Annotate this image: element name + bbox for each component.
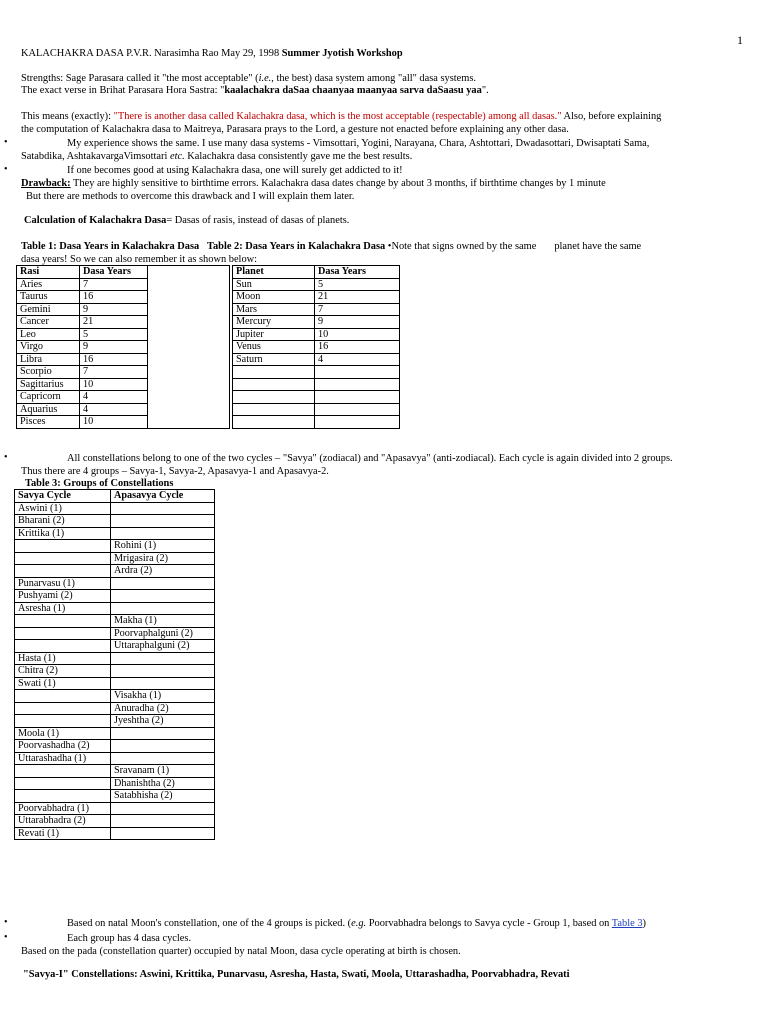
experience-line-1: My experience shows the same. I use many dasa systems - Vimsottari, Yogini, Narayana, Chara, Ashtottari, Dwadasottari, Dwisaptati Sama, xyxy=(67,138,650,149)
table-titles-line xyxy=(21,240,641,253)
table1-title: Table 1: Dasa Years in Kalachakra Dasa xyxy=(21,241,200,252)
table-row xyxy=(15,690,215,703)
addicted-line: If one becomes good at using Kalachakra dasa, one will surely get addicted to it! xyxy=(67,165,403,176)
rasi-cell: Libra xyxy=(17,353,80,366)
table-row xyxy=(233,353,400,366)
rasi-cell: Aries xyxy=(17,278,80,291)
dasa-years-cell: 4 xyxy=(80,391,148,404)
verse-end: ". xyxy=(481,85,489,96)
dasa-years-cell: 16 xyxy=(80,353,148,366)
savya-cell: Aswini (1) xyxy=(15,502,111,515)
etc-abbrev: etc. xyxy=(169,151,185,162)
table3-link[interactable]: Table 3 xyxy=(611,918,643,929)
dasa-years-header: Dasa Years xyxy=(315,266,400,279)
planet-header: Planet xyxy=(233,266,315,279)
apasavya-cell xyxy=(111,752,215,765)
planet-cell xyxy=(233,391,315,404)
table-row xyxy=(15,590,215,603)
apasavya-cell: Makha (1) xyxy=(111,615,215,628)
table-row xyxy=(15,752,215,765)
savya-cell xyxy=(15,690,111,703)
rasi-cell: Capricorn xyxy=(17,391,80,404)
bottom-bullet-1 xyxy=(67,917,646,930)
savya-cell xyxy=(15,552,111,565)
strengths-text-a: Strengths: Sage Parasara called it "the most acceptable" ( xyxy=(21,73,259,84)
table-header-row xyxy=(17,266,230,279)
table-row xyxy=(233,378,400,391)
table-row xyxy=(233,316,400,329)
table-row xyxy=(15,702,215,715)
savya-constellations: "Savya-I" Constellations: Aswini, Krittika, Punarvasu, Asresha, Hasta, Swati, Moola, Uttarashadha, Poorvabhadra, Revati xyxy=(23,969,570,980)
table-row xyxy=(15,665,215,678)
dasa-years-cell xyxy=(315,378,400,391)
apasavya-cell: Visakha (1) xyxy=(111,690,215,703)
apasavya-cell: Ardra (2) xyxy=(111,565,215,578)
dasa-years-cell: 10 xyxy=(315,328,400,341)
bullet-2: • xyxy=(4,164,8,175)
savya-cell: Revati (1) xyxy=(15,827,111,840)
savya-cell: Asresha (1) xyxy=(15,602,111,615)
table-row xyxy=(15,677,215,690)
apasavya-cell xyxy=(111,665,215,678)
table-row xyxy=(233,328,400,341)
apasavya-header: Apasavya Cycle xyxy=(111,490,215,503)
savya-cell xyxy=(15,777,111,790)
dasa-years-header: Dasa Years xyxy=(80,266,148,279)
calculation-heading xyxy=(24,214,349,227)
table-1-rasi xyxy=(16,265,230,429)
meaning-line-1 xyxy=(21,110,661,123)
strengths-text-b: , the best) dasa system among "all" dasa systems. xyxy=(271,73,476,84)
savya-cell xyxy=(15,640,111,653)
document-title xyxy=(21,47,403,60)
dasa-years-cell: 16 xyxy=(315,341,400,354)
bullet-5: • xyxy=(4,932,8,943)
apasavya-cell: Poorvaphalguni (2) xyxy=(111,627,215,640)
moon-text-c: ) xyxy=(642,918,646,929)
apasavya-cell xyxy=(111,740,215,753)
table2-title: Table 2: Dasa Years in Kalachakra Dasa xyxy=(207,241,386,252)
table-header-row xyxy=(15,490,215,503)
savya-cell xyxy=(15,715,111,728)
dasa-years-cell: 4 xyxy=(80,403,148,416)
rasi-cell: Leo xyxy=(17,328,80,341)
dasa-years-cell xyxy=(315,416,400,429)
planet-cell: Saturn xyxy=(233,353,315,366)
apasavya-cell xyxy=(111,502,215,515)
table-row xyxy=(15,527,215,540)
apasavya-cell xyxy=(111,677,215,690)
planet-cell: Venus xyxy=(233,341,315,354)
dasa-years-cell: 21 xyxy=(315,291,400,304)
moon-text-a: Based on natal Moon's constellation, one of the 4 groups is picked. ( xyxy=(67,918,352,929)
savya-cell xyxy=(15,615,111,628)
calculation-rest: = Dasas of rasis, instead of dasas of planets. xyxy=(166,215,350,226)
title-text: KALACHAKRA DASA P.V.R. Narasimha Rao May 29, 1998 xyxy=(21,48,282,59)
calculation-bold: Calculation of Kalachakra Dasa xyxy=(24,215,167,226)
savya-cell: Pushyami (2) xyxy=(15,590,111,603)
table-note-b: planet have the same xyxy=(554,241,642,252)
table-row xyxy=(15,802,215,815)
drawback-text: They are highly sensitive to birthtime errors. Kalachakra dasa dates change by about 3 months, if birthtime changes by 1 minute xyxy=(70,178,606,189)
dasa-years-cell: 5 xyxy=(80,328,148,341)
table-row xyxy=(15,577,215,590)
table-row xyxy=(233,303,400,316)
meaning-intro: This means (exactly): xyxy=(21,111,114,122)
table-row xyxy=(15,602,215,615)
table-row xyxy=(233,391,400,404)
eg-abbrev: e.g. xyxy=(351,918,367,929)
planet-cell: Mercury xyxy=(233,316,315,329)
rasi-cell: Taurus xyxy=(17,291,80,304)
savya-cell xyxy=(15,627,111,640)
savya-cell xyxy=(15,765,111,778)
table-row xyxy=(15,515,215,528)
table-note: •Note that signs owned by the same xyxy=(385,241,537,252)
dasa-years-cell xyxy=(315,403,400,416)
apasavya-cell xyxy=(111,515,215,528)
table-3-constellations xyxy=(14,489,215,840)
dasa-years-cell xyxy=(315,366,400,379)
apasavya-cell xyxy=(111,815,215,828)
table-row xyxy=(233,341,400,354)
dasa-years-cell: 10 xyxy=(80,378,148,391)
rasi-cell: Aquarius xyxy=(17,403,80,416)
apasavya-cell: Rohini (1) xyxy=(111,540,215,553)
apasavya-cell: Dhanishtha (2) xyxy=(111,777,215,790)
apasavya-cell: Jyeshtha (2) xyxy=(111,715,215,728)
apasavya-cell xyxy=(111,652,215,665)
dasa-years-cell xyxy=(315,391,400,404)
savya-cell xyxy=(15,540,111,553)
apasavya-cell: Mrigasira (2) xyxy=(111,552,215,565)
planet-cell: Mars xyxy=(233,303,315,316)
dasa-years-cell: 9 xyxy=(80,341,148,354)
apasavya-cell: Anuradha (2) xyxy=(111,702,215,715)
table-row xyxy=(15,640,215,653)
bullet-4: • xyxy=(4,917,8,928)
spacer-cell xyxy=(148,266,230,429)
apasavya-cell xyxy=(111,827,215,840)
table-row xyxy=(15,777,215,790)
rasi-cell: Cancer xyxy=(17,316,80,329)
savya-cell xyxy=(15,702,111,715)
dasa-years-cell: 21 xyxy=(80,316,148,329)
savya-cell: Hasta (1) xyxy=(15,652,111,665)
apasavya-cell xyxy=(111,527,215,540)
table-row xyxy=(15,827,215,840)
bullet-3: • xyxy=(4,452,8,463)
dasa-years-cell: 9 xyxy=(80,303,148,316)
savya-cell: Punarvasu (1) xyxy=(15,577,111,590)
savya-cell: Moola (1) xyxy=(15,727,111,740)
dasa-years-cell: 16 xyxy=(80,291,148,304)
savya-cell: Chitra (2) xyxy=(15,665,111,678)
table-note-line-2: dasa years! So we can also remember it as shown below: xyxy=(21,254,258,265)
table-row xyxy=(15,552,215,565)
rasi-cell: Scorpio xyxy=(17,366,80,379)
planet-cell xyxy=(233,366,315,379)
rasi-cell: Gemini xyxy=(17,303,80,316)
table-2-planet xyxy=(232,265,400,429)
dasa-years-cell: 10 xyxy=(80,416,148,429)
apasavya-cell: Satabhisha (2) xyxy=(111,790,215,803)
savya-header: Savya Cycle xyxy=(15,490,111,503)
workshop-name: Summer Jyotish Workshop xyxy=(281,48,403,59)
dasa-years-cell: 4 xyxy=(315,353,400,366)
ie-abbrev: i.e. xyxy=(258,73,272,84)
table-row xyxy=(233,416,400,429)
apasavya-cell xyxy=(111,590,215,603)
strengths-line-2 xyxy=(21,84,489,97)
dasa-years-cell: 7 xyxy=(315,303,400,316)
experience-text-a: Satabdika, AshtakavargaVimsottari xyxy=(21,151,170,162)
apasavya-cell xyxy=(111,602,215,615)
table-row xyxy=(15,615,215,628)
savya-cell: Krittika (1) xyxy=(15,527,111,540)
planet-cell xyxy=(233,403,315,416)
rasi-cell: Sagittarius xyxy=(17,378,80,391)
table-row xyxy=(233,403,400,416)
page-number: 1 xyxy=(737,33,743,47)
dasa-years-cell: 7 xyxy=(80,278,148,291)
rasi-header: Rasi xyxy=(17,266,80,279)
savya-cell: Swati (1) xyxy=(15,677,111,690)
meaning-quote: "There is another dasa called Kalachakra dasa, which is the most acceptable (respectable) among all dasas." xyxy=(113,111,562,122)
meaning-cont: Also, before explaining xyxy=(561,111,662,122)
apasavya-cell xyxy=(111,727,215,740)
table-row xyxy=(233,278,400,291)
experience-text-b: Kalachakra dasa consistently gave me the best results. xyxy=(184,151,413,162)
planet-cell: Sun xyxy=(233,278,315,291)
verse-intro: The exact verse in Brihat Parasara Hora Sastra: " xyxy=(21,85,225,96)
table3-title: Table 3: Groups of Constellations xyxy=(25,478,174,489)
savya-cell xyxy=(15,790,111,803)
drawback-line-1 xyxy=(21,177,606,190)
drawback-label: Drawback: xyxy=(21,178,71,189)
table-row xyxy=(15,715,215,728)
table-row xyxy=(15,740,215,753)
table-header-row xyxy=(233,266,400,279)
table-row xyxy=(233,366,400,379)
table-row xyxy=(15,727,215,740)
meaning-line-2: the computation of Kalachakra dasa to Maitreya, Parasara prays to the Lord, a gesture not enacted before explaining any other dasa. xyxy=(21,124,569,135)
constellations-line-2: Thus there are 4 groups – Savya-1, Savya-2, Apasavya-1 and Apasavya-2. xyxy=(21,466,329,477)
table-row xyxy=(15,565,215,578)
table-row xyxy=(15,652,215,665)
apasavya-cell: Sravanam (1) xyxy=(111,765,215,778)
constellations-line-1: All constellations belong to one of the two cycles – "Savya" (zodiacal) and "Apasavya" (anti-zodiacal). Each cycle is again divided into 2 groups. xyxy=(67,453,673,464)
moon-text-b: Poorvabhadra belongs to Savya cycle - Group 1, based on xyxy=(366,918,612,929)
savya-cell: Poorvabhadra (1) xyxy=(15,802,111,815)
planet-cell: Moon xyxy=(233,291,315,304)
savya-cell: Poorvashadha (2) xyxy=(15,740,111,753)
table-row xyxy=(15,765,215,778)
savya-cell: Bharani (2) xyxy=(15,515,111,528)
rasi-cell: Virgo xyxy=(17,341,80,354)
apasavya-cell: Uttaraphalguni (2) xyxy=(111,640,215,653)
verse-text: kaalachakra daSaa chaanyaa maanyaa sarva daSaasu yaa xyxy=(224,85,482,96)
dasa-years-cell: 5 xyxy=(315,278,400,291)
rasi-cell: Pisces xyxy=(17,416,80,429)
table-row xyxy=(15,540,215,553)
dasa-years-cell: 9 xyxy=(315,316,400,329)
bullet-1: • xyxy=(4,137,8,148)
table-row xyxy=(15,627,215,640)
planet-cell xyxy=(233,378,315,391)
dasa-years-cell: 7 xyxy=(80,366,148,379)
savya-cell xyxy=(15,565,111,578)
drawback-line-2: But there are methods to overcome this drawback and I will explain them later. xyxy=(26,191,355,202)
table-row xyxy=(15,815,215,828)
savya-cell: Uttarashadha (1) xyxy=(15,752,111,765)
planet-cell: Jupiter xyxy=(233,328,315,341)
bottom-bullet-2: Each group has 4 dasa cycles. xyxy=(67,933,192,944)
planet-cell xyxy=(233,416,315,429)
table-row xyxy=(233,291,400,304)
savya-cell: Uttarabhadra (2) xyxy=(15,815,111,828)
experience-line-2 xyxy=(21,150,412,163)
apasavya-cell xyxy=(111,802,215,815)
table-row xyxy=(15,502,215,515)
bottom-line-3: Based on the pada (constellation quarter) occupied by natal Moon, dasa cycle operating at birth is chosen. xyxy=(21,946,461,957)
table-row xyxy=(15,790,215,803)
apasavya-cell xyxy=(111,577,215,590)
